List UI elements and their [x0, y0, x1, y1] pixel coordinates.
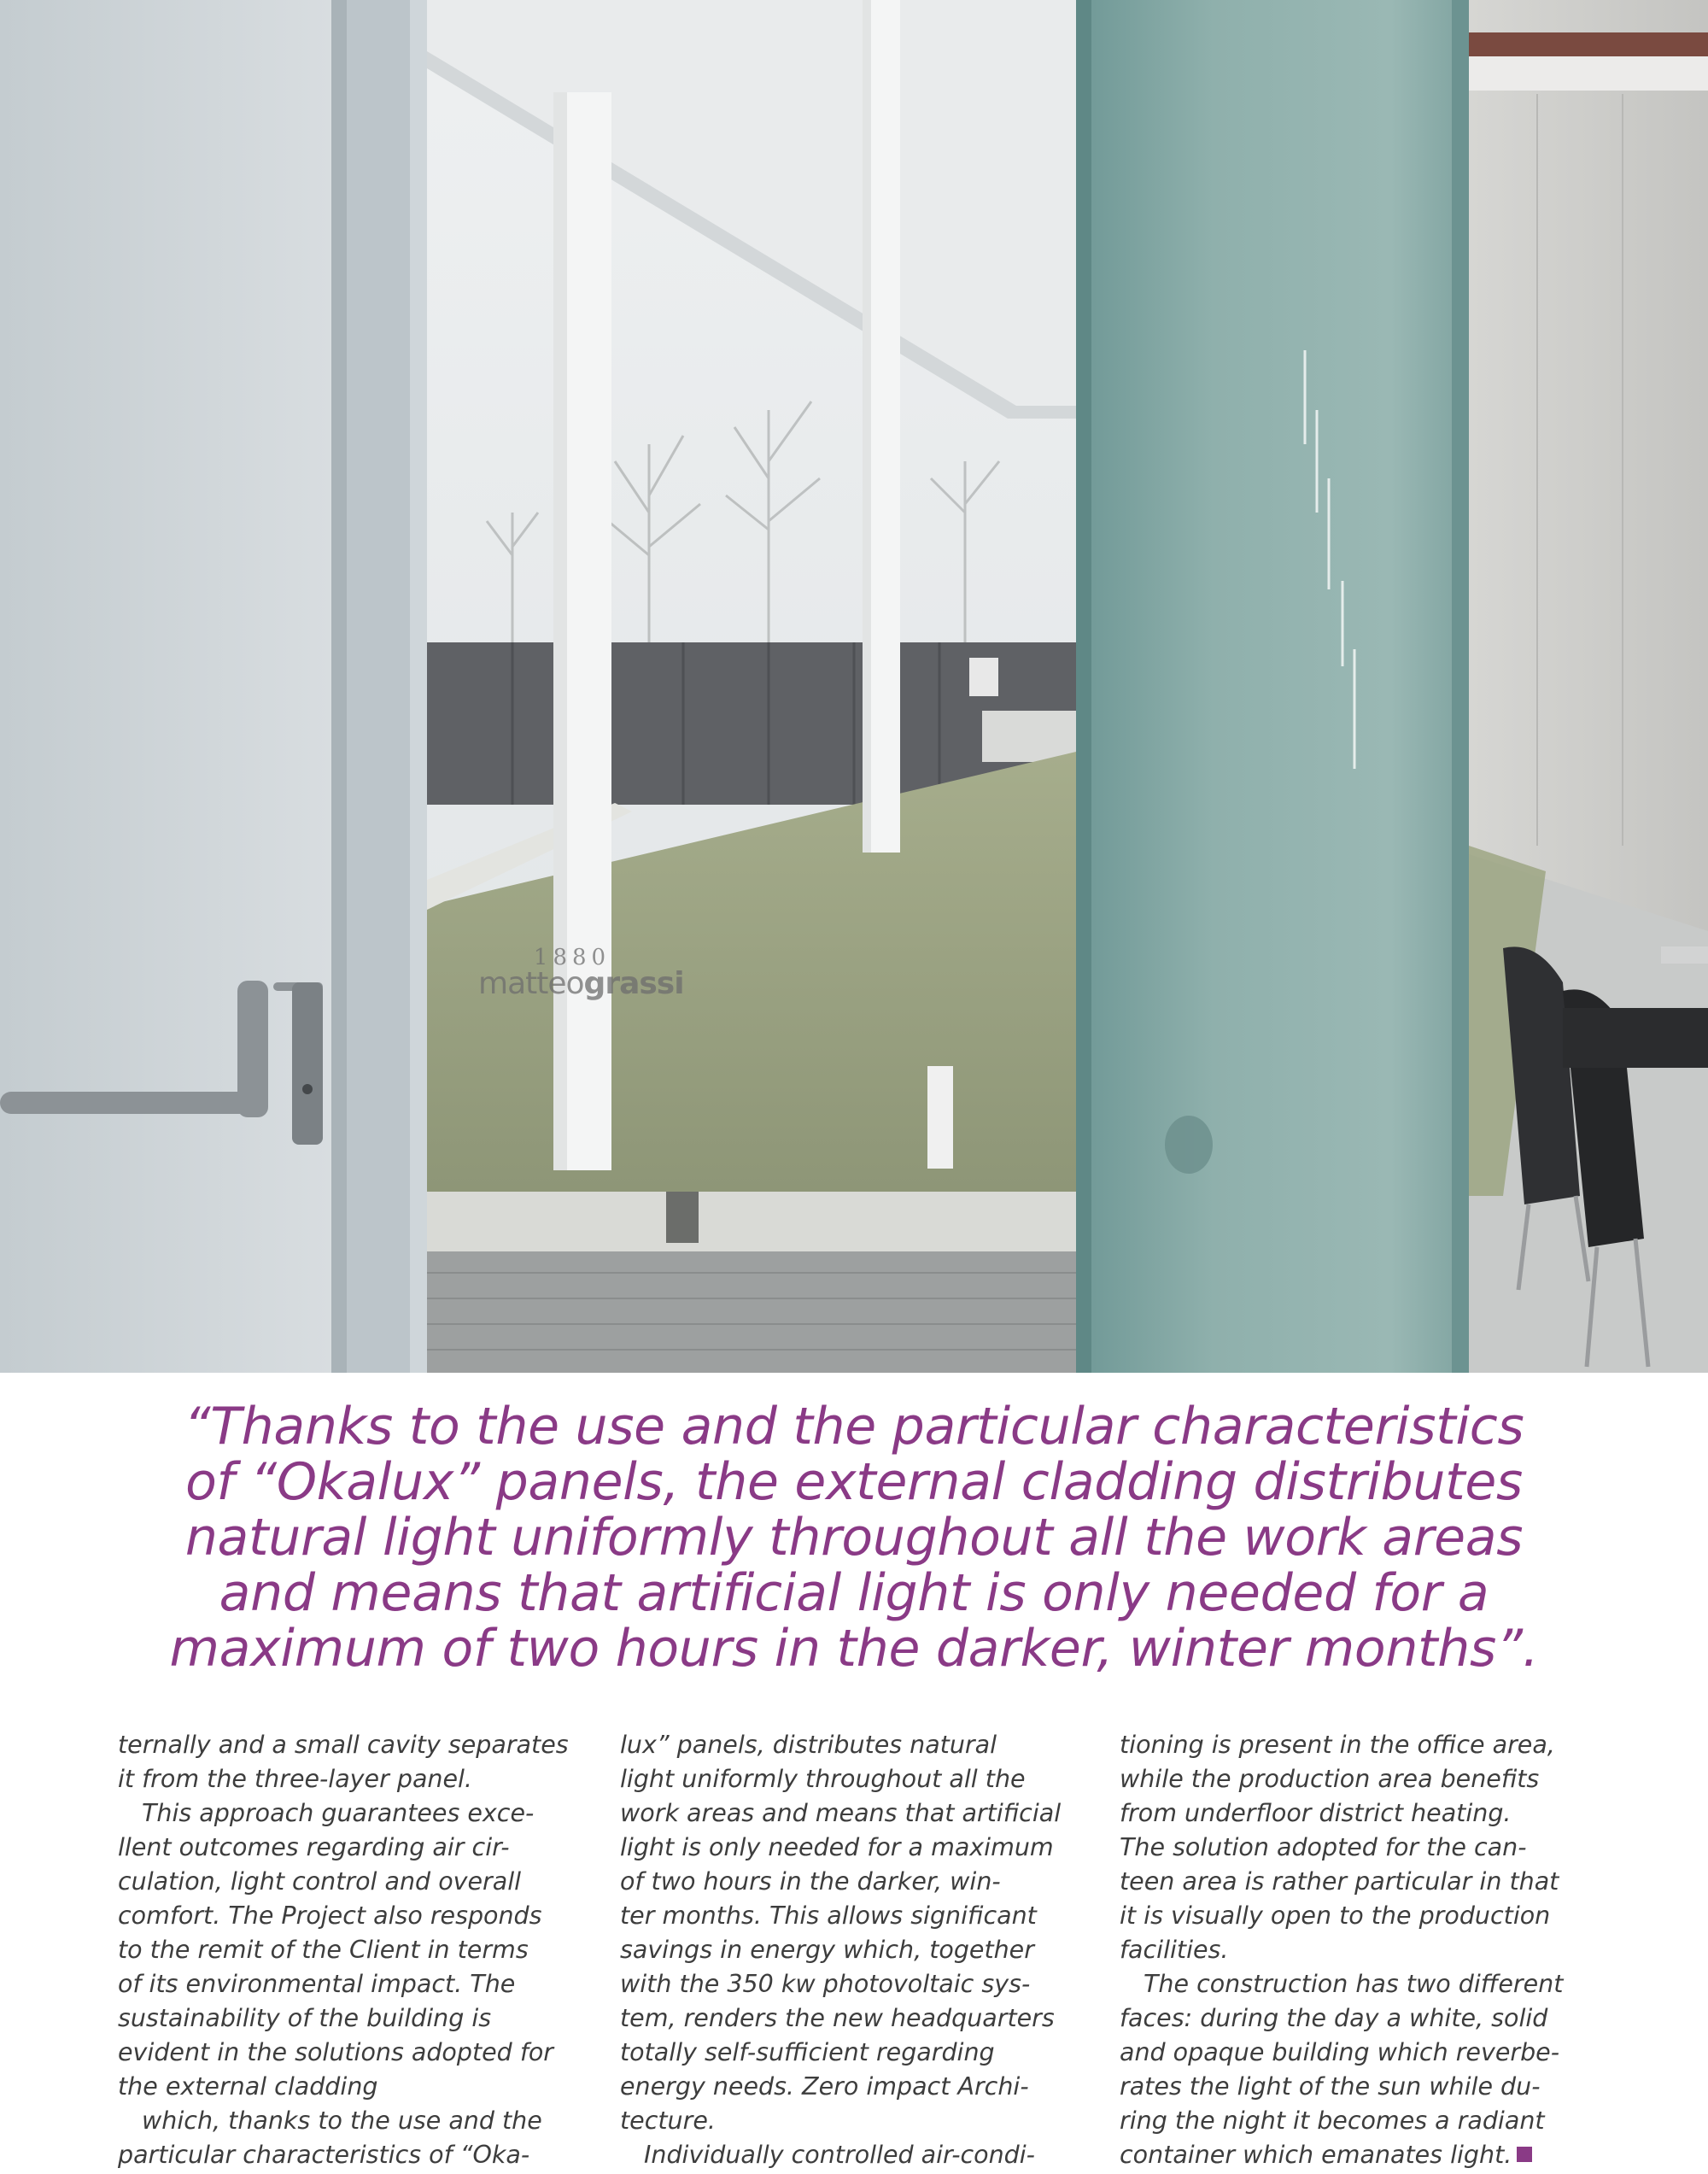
text-line: light uniformly throughout all the — [620, 1765, 1026, 1793]
text-line: particular characteristics of “Oka- — [118, 2141, 530, 2169]
text-line: light is only needed for a maximum — [620, 1833, 1054, 1861]
text-line: sustainability of the building is — [118, 2004, 492, 2032]
text-line: This approach guarantees exce- — [142, 1799, 535, 1827]
text-column-1 — [118, 1728, 596, 2172]
text-line: lux” panels, distributes natural — [620, 1731, 997, 1759]
pull-quote-line: natural light uniformly throughout all the work areas — [184, 1508, 1524, 1568]
text-line: it is visually open to the production — [1120, 1902, 1551, 1930]
text-line: facilities. — [1120, 1936, 1229, 1964]
text-line: faces: during the day a white, solid — [1120, 2004, 1548, 2032]
text-line: and opaque building which reverbe- — [1120, 2038, 1559, 2066]
text-line: from underfloor district heating. — [1120, 1799, 1512, 1827]
text-line: comfort. The Project also responds — [118, 1902, 542, 1930]
pull-quote-line: maximum of two hours in the darker, winter months”. — [169, 1619, 1539, 1679]
text-line: ter months. This allows significant — [620, 1902, 1037, 1930]
text-line: The solution adopted for the can- — [1120, 1833, 1527, 1861]
watermark-brand-bold: grassi — [583, 966, 684, 1001]
watermark-brand — [478, 966, 684, 1001]
text-line: the external cladding — [118, 2072, 378, 2101]
text-line: while the production area benefits — [1120, 1765, 1540, 1793]
text-line: savings in energy which, together — [620, 1936, 1034, 1964]
text-line: tecture. — [620, 2107, 716, 2135]
text-line: ring the night it becomes a radiant — [1120, 2107, 1545, 2135]
watermark-year: 1880 — [533, 945, 611, 970]
pull-quote-line: “Thanks to the use and the particular characteristics — [184, 1397, 1524, 1456]
text-line: of its environmental impact. The — [118, 1970, 516, 1998]
text-line: with the 350 kw photovoltaic sys- — [620, 1970, 1031, 1998]
text-line: The construction has two different — [1144, 1970, 1564, 1998]
text-line: totally self-sufficient regarding — [620, 2038, 995, 2066]
text-line-last — [1120, 2138, 1598, 2172]
text-column-2 — [620, 1728, 1098, 2172]
text-line: culation, light control and overall — [118, 1867, 522, 1896]
watermark-brand-light: matteo — [478, 966, 584, 1001]
text-column-3 — [1120, 1728, 1598, 2172]
text-line: of two hours in the darker, win- — [620, 1867, 1001, 1896]
body-text-columns — [0, 1728, 1708, 2174]
text-line: rates the light of the sun while du- — [1120, 2072, 1541, 2101]
text-line-final: container which emanates light. — [1120, 2141, 1512, 2169]
text-line: evident in the solutions adopted for — [118, 2038, 554, 2066]
pull-quote-line: and means that artificial light is only needed for a — [219, 1563, 1489, 1623]
text-line: teen area is rather particular in that — [1120, 1867, 1559, 1896]
pull-quote — [85, 1399, 1623, 1677]
text-line: work areas and means that artificial — [620, 1799, 1062, 1827]
text-line: which, thanks to the use and the — [142, 2107, 542, 2135]
photo-watermark-logo — [478, 945, 684, 1001]
end-of-article-mark — [1517, 2147, 1532, 2162]
text-line: ternally and a small cavity separates — [118, 1731, 569, 1759]
text-line: tioning is present in the office area, — [1120, 1731, 1555, 1759]
text-line: energy needs. Zero impact Archi- — [620, 2072, 1029, 2101]
text-line: llent outcomes regarding air cir- — [118, 1833, 510, 1861]
pull-quote-line: of “Okalux” panels, the external cladding distributes — [185, 1452, 1523, 1512]
text-line: tem, renders the new headquarters — [620, 2004, 1055, 2032]
text-line: it from the three-layer panel. — [118, 1765, 472, 1793]
text-line: to the remit of the Client in terms — [118, 1936, 529, 1964]
text-line: Individually controlled air-condi- — [644, 2141, 1035, 2169]
